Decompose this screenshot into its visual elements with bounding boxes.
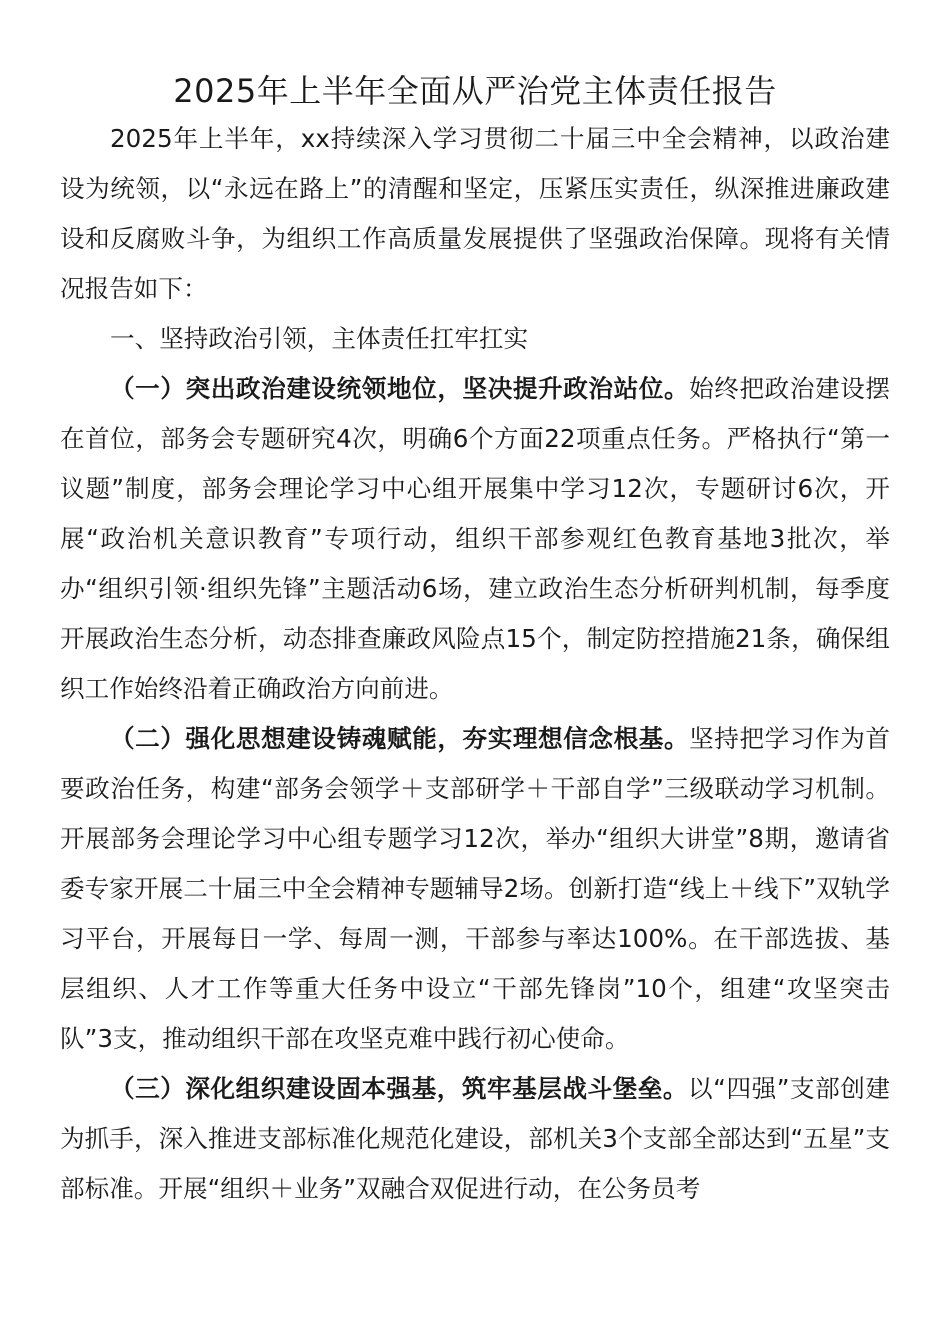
document-body <box>60 114 890 1214</box>
item-lead-1: （一）突出政治建设统领地位，坚决提升政治站位。 <box>110 374 690 403</box>
item-lead-2: （二）强化思想建设铸魂赋能，夯实理想信念根基。 <box>110 724 690 753</box>
item-lead-3: （三）深化组织建设固本强基，筑牢基层战斗堡垒。 <box>110 1074 689 1103</box>
document-title: 2025年上半年全面从严治党主体责任报告 <box>173 72 777 110</box>
item-text-3: 以“四强”支部创建为抓手，深入推进支部标准化规范化建设，部机关3个支部全部达到“五星”支部标准。开展“组织＋业务”双融合双促进行动，在公务员考 <box>60 1074 890 1203</box>
item-text-2: 坚持把学习作为首要政治任务，构建“部务会领学＋支部研学＋干部自学”三级联动学习机制。开展部务会理论学习中心组专题学习12次，举办“组织大讲堂”8期，邀请省委专家开展二十届三中全会精神专题辅导2场。创新打造“线上＋线下”双轨学习平台，开展每日一学、每周一测，干部参与率达100%。在干部选拔、基层组织、人才工作等重大任务中设立“干部先锋岗”10个，组建“攻坚突击队”3支，推动组织干部在攻坚克难中践行初心使命。 <box>60 724 890 1053</box>
item-text-1: 始终把政治建设摆在首位，部务会专题研究4次，明确6个方面22项重点任务。严格执行“第一议题”制度，部务会理论学习中心组开展集中学习12次，专题研讨6次，开展“政治机关意识教育”专项行动，组织干部参观红色教育基地3批次，举办“组织引领·组织先锋”主题活动6场，建立政治生态分析研判机制，每季度开展政治生态分析，动态排查廉政风险点15个，制定防控措施21条，确保组织工作始终沿着正确政治方向前进。 <box>60 374 890 703</box>
section-heading-1: 一、坚持政治引领，主体责任扛牢扛实 <box>110 324 529 353</box>
item-paragraph-3 <box>60 1064 890 1214</box>
item-paragraph-1 <box>60 364 890 714</box>
intro-paragraph: 2025年上半年，xx持续深入学习贯彻二十届三中全会精神，以政治建设为统领，以“永远在路上”的清醒和坚定，压紧压实责任，纵深推进廉政建设和反腐败斗争，为组织工作高质量发展提供了坚强政治保障。现将有关情况报告如下： <box>60 124 890 303</box>
item-paragraph-2 <box>60 714 890 1064</box>
